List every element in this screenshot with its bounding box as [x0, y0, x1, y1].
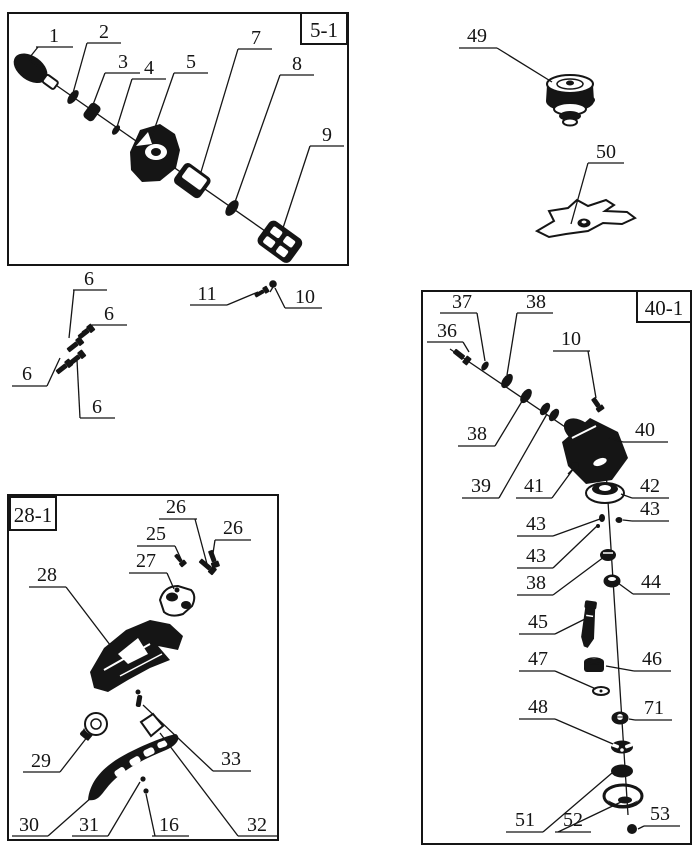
part-trimmer-head-49: [546, 75, 595, 126]
panel-tag-label: 28-1: [13, 503, 53, 527]
callout-6b: [82, 303, 127, 332]
callout-leader: [477, 313, 485, 361]
part-cup-52: [604, 785, 642, 807]
callout-leader: [553, 557, 604, 595]
callout-52: [555, 802, 621, 832]
callout-49: [459, 25, 552, 82]
panel-border: [8, 13, 348, 265]
part-guard-cup-42: [586, 483, 624, 503]
part-bolt-45: [579, 600, 599, 648]
panel-gearbox-5-1: [8, 13, 348, 265]
callout-leader: [638, 826, 644, 829]
callout-label: 3: [118, 51, 128, 73]
callout-label: 2: [99, 21, 109, 43]
callout-label: 48: [528, 696, 548, 718]
callout-7: [201, 27, 272, 172]
callout-leader: [69, 290, 74, 338]
callout-leader: [463, 342, 469, 352]
callout-10b: [553, 328, 596, 398]
callout-label: 46: [642, 648, 662, 670]
callout-11: [190, 283, 258, 305]
callout-2: [73, 21, 121, 93]
callout-label: 6: [92, 396, 102, 418]
callout-29: [23, 736, 88, 772]
callout-label: 6: [84, 268, 94, 290]
callout-leader: [30, 47, 38, 57]
part-bracket-32: [141, 714, 163, 736]
part-washer-44: [604, 575, 621, 588]
callout-label: 38: [467, 423, 487, 445]
callout-label: 32: [247, 814, 267, 836]
part-pin-33: [135, 690, 142, 708]
callout-leader: [553, 526, 597, 568]
callout-leader: [497, 48, 552, 82]
callout-71: [629, 697, 672, 720]
callout-label: 26: [223, 517, 243, 539]
panel-handle-28-1: [8, 495, 278, 840]
callout-label: 28: [37, 564, 57, 586]
part-screw-36: [452, 347, 472, 365]
callout-label: 42: [640, 475, 660, 497]
callout-44: [618, 571, 670, 594]
callout-48: [519, 696, 613, 744]
callout-leader: [146, 794, 155, 836]
callout-label: 26: [166, 496, 186, 518]
callout-leader: [507, 313, 517, 375]
callout-38b: [458, 398, 524, 446]
callout-43a: [623, 498, 669, 521]
part-clamp-29: [79, 713, 107, 741]
part-cone-8: [223, 198, 242, 218]
part-washer-38-lower: [600, 549, 616, 561]
callout-label: 52: [563, 809, 583, 831]
callout-leader: [275, 288, 285, 308]
callout-label: 43: [526, 513, 546, 535]
callout-33: [143, 705, 251, 771]
callout-42: [621, 475, 669, 498]
callout-26a: [159, 496, 207, 564]
callout-1: [30, 25, 73, 57]
part-ball-53: [627, 824, 637, 834]
part-blade-50: [537, 200, 635, 237]
callout-leader: [495, 398, 524, 446]
callout-leader: [553, 519, 600, 536]
panel-driveshaft-40-1: [422, 291, 691, 844]
callout-label: 30: [19, 814, 39, 836]
callout-leader: [227, 292, 258, 305]
callout-label: 5: [186, 51, 196, 73]
callout-leader: [143, 705, 213, 771]
callout-5: [152, 51, 208, 136]
callout-leader: [117, 79, 132, 127]
callout-51: [506, 773, 612, 832]
callout-3: [91, 51, 140, 110]
part-washer-pair-39: [538, 401, 561, 423]
panel-tag: [301, 13, 347, 44]
callout-8: [235, 53, 314, 202]
part-nut-71: [612, 712, 629, 725]
part-lower-handle-30: [88, 734, 178, 800]
callout-leader: [629, 719, 635, 720]
callout-label: 38: [526, 291, 546, 313]
part-gear-housing-5: [130, 124, 180, 182]
callout-label: 38: [526, 572, 546, 594]
callout-leader: [201, 49, 238, 172]
callout-label: 43: [526, 545, 546, 567]
callout-41: [516, 468, 574, 498]
callout-6c: [12, 358, 60, 386]
panel-tag: [637, 291, 691, 322]
callout-label: 29: [31, 750, 51, 772]
callout-leader: [73, 43, 87, 93]
callout-45: [519, 611, 589, 634]
part-knob-1: [8, 47, 63, 96]
callout-label: 7: [251, 27, 261, 49]
part-bushing-3: [82, 101, 102, 123]
callout-31: [72, 782, 140, 836]
callout-label: 4: [144, 57, 154, 79]
callout-label: 44: [641, 571, 661, 593]
callout-leader: [108, 782, 140, 836]
callout-label: 36: [437, 320, 457, 342]
part-spacer-51: [611, 765, 633, 778]
callout-label: 40: [635, 419, 655, 441]
callout-36: [427, 320, 469, 352]
callout-label: 16: [159, 814, 179, 836]
callout-leader: [235, 75, 280, 202]
callout-leader: [606, 666, 634, 671]
callout-label: 10: [295, 286, 315, 308]
callout-label: 51: [515, 809, 535, 831]
callout-43b: [517, 513, 600, 536]
callout-28: [29, 564, 120, 658]
callout-label: 43: [640, 498, 660, 520]
callout-label: 6: [104, 303, 114, 325]
callout-leader: [618, 583, 633, 594]
callout-label: 39: [471, 475, 491, 497]
callout-26b: [212, 517, 251, 560]
callout-6d: [77, 360, 115, 418]
blade-group: [537, 141, 635, 237]
callout-label: 27: [136, 550, 156, 572]
callout-leader: [66, 587, 120, 658]
callout-label: 37: [452, 291, 472, 313]
callout-label: 49: [467, 25, 487, 47]
callout-label: 6: [22, 363, 32, 385]
callout-leader: [552, 468, 574, 498]
callout-label: 53: [650, 803, 670, 825]
callout-leader: [77, 360, 80, 418]
callout-46: [606, 648, 671, 671]
callout-label: 31: [79, 814, 99, 836]
callout-label: 10: [561, 328, 581, 350]
callout-leader: [623, 520, 632, 521]
callout-label: 25: [146, 523, 166, 545]
callout-leader: [91, 73, 105, 110]
callout-9: [283, 124, 344, 228]
panel-tag-label: 5-1: [310, 18, 338, 42]
callout-label: 33: [221, 748, 241, 770]
part-screw-25: [173, 552, 187, 567]
part-bolt-10: [590, 396, 605, 413]
callout-38a: [507, 291, 553, 375]
callout-label: 11: [197, 283, 217, 305]
panel-border: [422, 291, 691, 844]
callout-label: 1: [49, 25, 59, 47]
callout-label: 8: [292, 53, 302, 75]
callout-16: [146, 794, 189, 836]
trimmer-head-group: [459, 25, 595, 126]
callout-53: [638, 803, 680, 829]
part-coupler-9: [255, 218, 304, 265]
callout-leader: [195, 519, 207, 564]
callout-leader: [60, 736, 88, 772]
callout-27: [129, 550, 174, 589]
callout-label: 41: [524, 475, 544, 497]
loose-fasteners-group: [12, 268, 322, 418]
part-nut-46: [584, 658, 604, 672]
callout-leader: [283, 146, 310, 228]
callout-leader: [555, 671, 596, 689]
part-slotted-washer-48: [611, 741, 634, 754]
panel-tag: [10, 497, 56, 530]
part-bracket-27: [160, 586, 194, 616]
callout-leader: [555, 719, 613, 744]
callout-label: 50: [596, 141, 616, 163]
part-mount-block-7: [172, 161, 213, 200]
callout-label: 47: [528, 648, 548, 670]
callout-label: 71: [644, 697, 664, 719]
callout-10: [275, 286, 322, 308]
panel-tag-label: 40-1: [644, 296, 684, 320]
part-upper-handle-28: [90, 620, 183, 692]
callout-label: 45: [528, 611, 548, 633]
callout-leader: [588, 351, 596, 398]
part-screws-16: [140, 776, 148, 793]
callout-label: 9: [322, 124, 332, 146]
